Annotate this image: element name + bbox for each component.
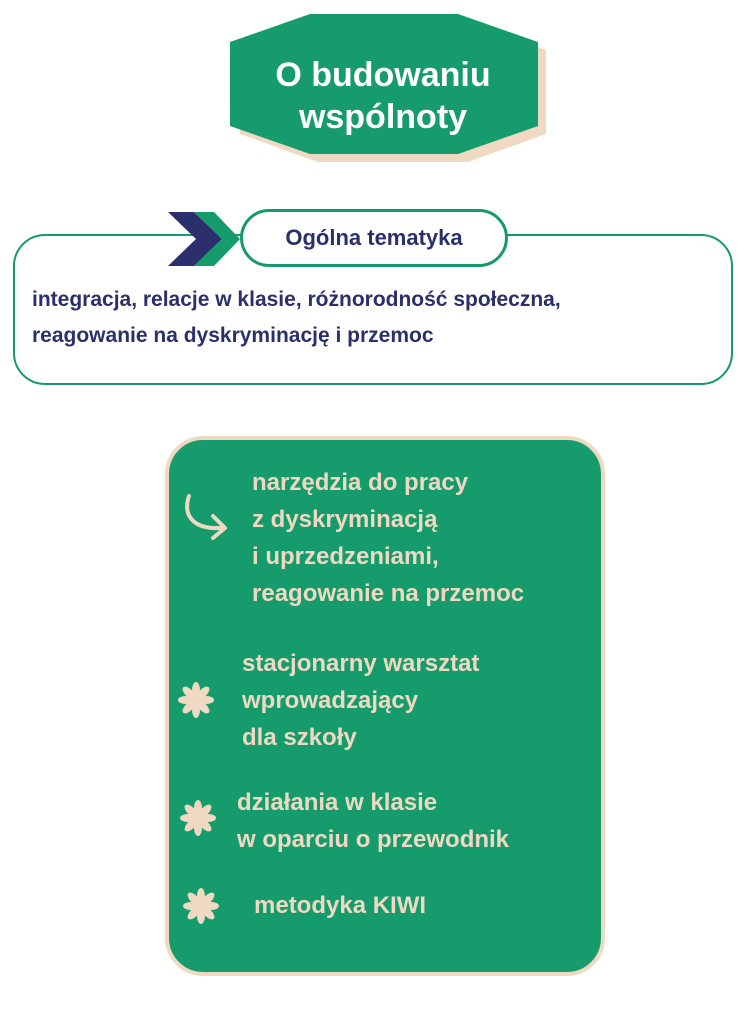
item-1-line-4: reagowanie na przemoc — [252, 580, 525, 607]
starburst-icon — [177, 681, 215, 719]
item-3-line-2: w oparciu o przewodnik — [237, 826, 510, 853]
item-1-line-1: narzędzia do pracy — [252, 469, 469, 496]
item-2-line-2: wprowadzający — [242, 687, 419, 714]
item-3-line-1: działania w klasie — [237, 789, 438, 816]
title-line-1: O budowaniu — [275, 56, 491, 94]
item-1-line-2: z dyskryminacją — [252, 506, 438, 533]
chevron-right-icon — [168, 212, 240, 266]
starburst-icon — [179, 799, 217, 837]
item-2-line-1: stacjonarny warsztat — [242, 650, 480, 677]
list-item — [237, 784, 509, 858]
list-item — [254, 887, 426, 924]
title-badge — [226, 12, 550, 172]
title-line-2: wspólnoty — [298, 98, 468, 136]
list-item — [242, 645, 479, 756]
item-4-line-1: metodyka KIWI — [254, 892, 427, 919]
item-2-line-3: dla szkoły — [242, 724, 357, 751]
topic-label: Ogólna tematyka — [240, 209, 508, 267]
item-1-line-3: i uprzedzeniami, — [252, 543, 439, 570]
starburst-icon — [182, 887, 220, 925]
curved-arrow-icon — [181, 492, 233, 540]
topic-line-1: integracja, relacje w klasie, różnorodność społeczna, — [32, 288, 561, 311]
topic-line-2: reagowanie na dyskryminację i przemoc — [32, 324, 434, 347]
topic-description — [32, 282, 732, 354]
list-item — [252, 464, 524, 612]
page-title — [226, 54, 540, 138]
